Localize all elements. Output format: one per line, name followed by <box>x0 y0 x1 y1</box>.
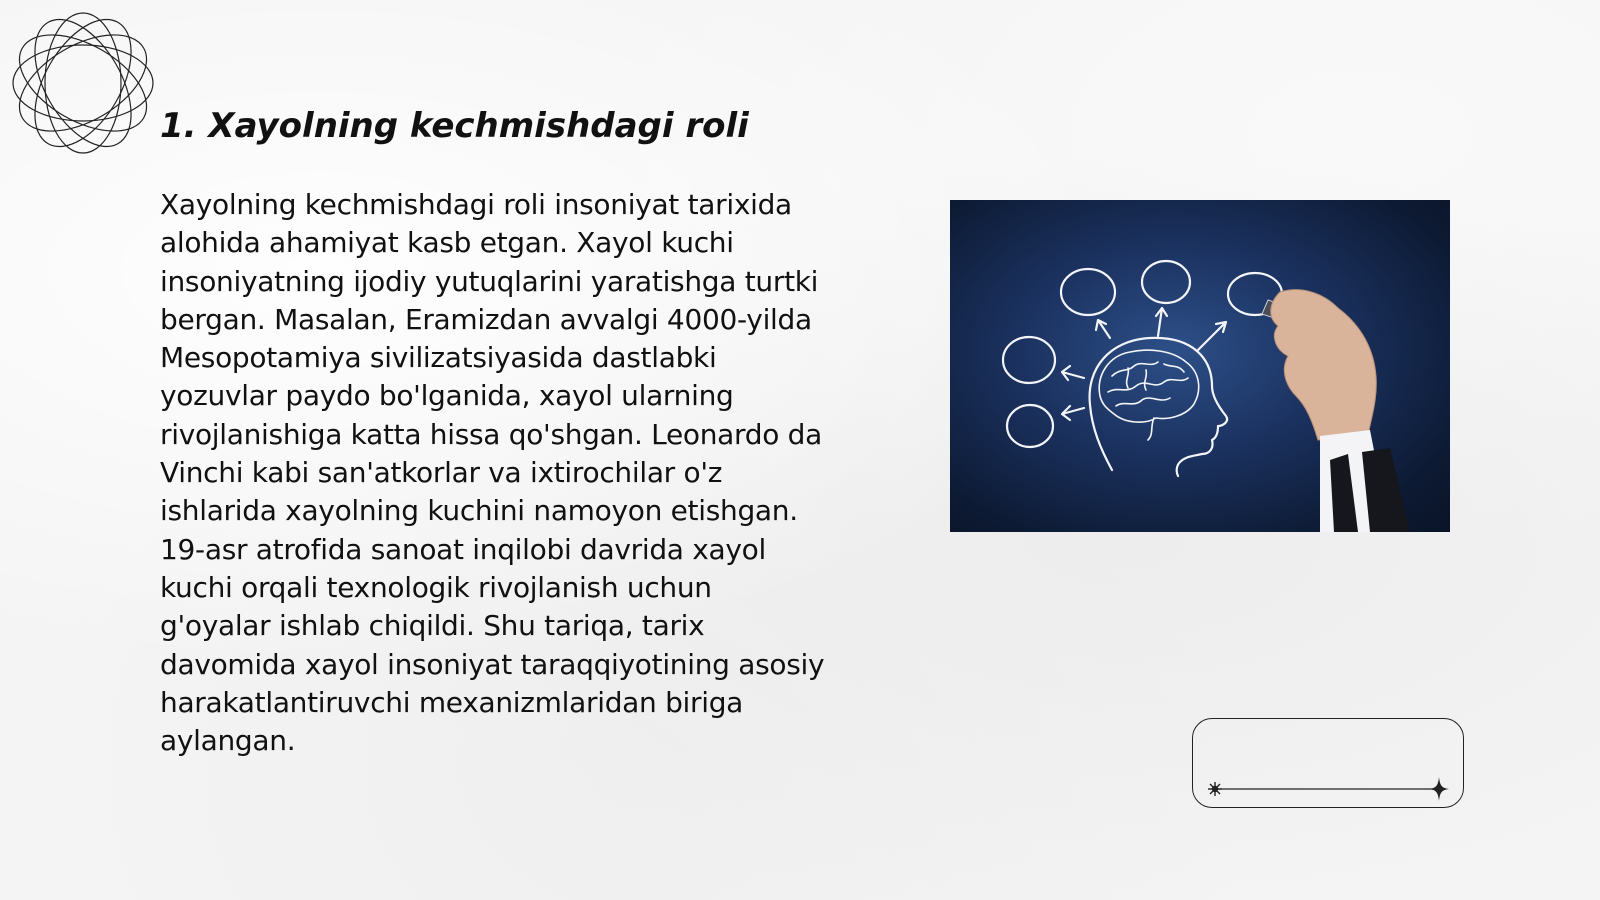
thought-bubble <box>1061 269 1115 315</box>
rosette-icon <box>10 10 156 156</box>
head-outline <box>1090 338 1228 476</box>
thought-bubble <box>1142 261 1190 303</box>
thought-bubble <box>1003 337 1055 383</box>
body-paragraph: Xayolning kechmishdagi roli insoniyat tarixida alohida ahamiyat kasb etgan. Xayol kuchi insoniyatning ijodiy yutuqlarini yaratishga turtki bergan. Masalan, Eramizdan avvalgi 4000-yilda Mesopotamiya sivilizatsiyasida dastlabki yozuvlar paydo bo'lganida, xayol ularning rivojlanishiga katta hissa qo'shgan. Leonardo da Vinchi kabi san'atkorlar va ixtirochilar o'z ishlarida xayolning kuchini namoyon etishgan. 19-asr atrofida sanoat inqilobi davrida xayol kuchi orqali texnologik rivojlanish uchun g'oyalar ishlab chiqildi. Shu tariqa, tarix davomida xayol insoniyat taraqqiyotining asosiy harakatlantiruvchi mexanizmlaridan biriga aylangan. <box>160 188 825 758</box>
brain-thought-image <box>950 200 1450 532</box>
hand-with-marker <box>1262 290 1410 532</box>
sparkle-icon <box>1429 777 1449 801</box>
thought-bubble <box>1007 405 1053 447</box>
timeline-decoration <box>1192 718 1464 808</box>
slide-title: 1. Xayolning kechmishdagi roli <box>160 106 749 146</box>
starburst-icon <box>1208 782 1222 796</box>
brain-icon <box>1099 350 1198 440</box>
